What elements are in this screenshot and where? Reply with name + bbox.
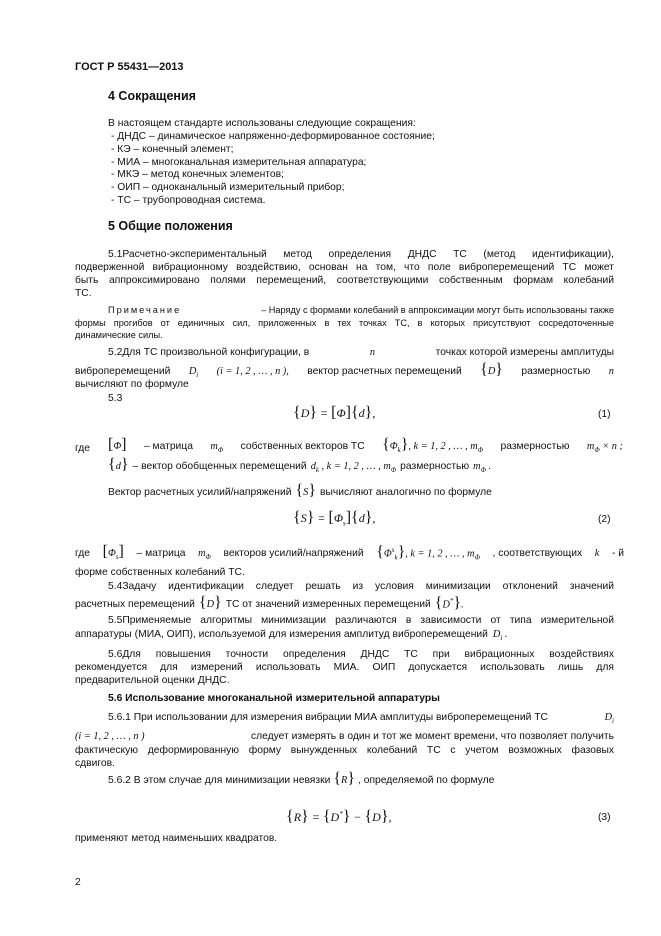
math-vec-D: {D}: [198, 594, 222, 612]
note-line: формы прогибов от единичных сил, приложенных в тех точках ТС, в которых присутствуют сосредоточенные: [75, 318, 614, 328]
document-header: ГОСТ Р 55431—2013: [75, 61, 184, 73]
abbrev-item: - МКЭ – метод конечных элементов;: [111, 169, 284, 180]
where-text: – матрица: [143, 441, 193, 452]
math-Di: $D_i$: [604, 712, 614, 726]
k-symbol: k: [594, 548, 600, 560]
para-5-6-1-line: [108, 711, 614, 728]
vector-text: вычисляют аналогично по формуле: [320, 487, 492, 498]
equation-1: {D} = [Φ]{d},: [293, 404, 376, 421]
abbrev-item: - ТС – трубопроводная система.: [111, 195, 266, 206]
para-5-2-text: вектор расчетных перемещений: [307, 366, 462, 377]
math-vec-D: {D}: [480, 361, 503, 378]
para-5-2-text: размерностью: [521, 366, 591, 377]
math-Di: $D_i$: [188, 366, 199, 380]
para-5-6-line: рекомендуется для измерений использовать МИА. ОИП допускается использовать лишь для: [75, 662, 614, 673]
para-5-4-line: [75, 595, 464, 611]
section-5-title: 5 Общие положения: [108, 219, 233, 233]
n-symbol: n: [369, 347, 375, 358]
math-Phi-sk: $\{\Phi^s_k\}$, k = 1, 2 , … , $m_\Phi$: [376, 543, 480, 562]
para-5-6-1-line: фактическую деформированную форму вынужденных колебаний ТС с учетом возможных фазовых: [75, 745, 614, 756]
where-label: где: [75, 443, 91, 454]
where-text: векторов усилий/напряжений: [223, 548, 364, 560]
math-Di: $D_i$ .: [492, 629, 508, 643]
para-5-1-line: 5.1Расчетно-экспериментальный метод определения ДНДС ТС (метод идентификации),: [108, 249, 614, 260]
math-dk: $d_k$ , k = 1, 2 , … , $m_\Phi$: [310, 461, 397, 475]
para-5-6-line: 5.6Для повышения точности определения ДНДС ТС при вибрационных воздействиях: [108, 649, 614, 660]
para-5-5-line: 5.5Применяемые алгоритмы минимизации различаются в зависимости от типа измерительной: [108, 615, 614, 626]
math-index-range: (i = 1, 2 , … , n ),: [216, 366, 289, 377]
math-Phi-k: $\{\Phi_k\}$, k = 1, 2 , … , $m_\Phi$: [382, 436, 484, 455]
closing-text: применяют метод наименьших квадратов.: [75, 833, 278, 844]
note-line-1: [108, 304, 614, 316]
page-number: 2: [75, 877, 81, 888]
math-mPhi: $m_\Phi$: [198, 548, 211, 562]
abbrev-item: - ОИП – одноканальный измерительный прибор;: [111, 182, 345, 193]
para-5-4-text: ТС от значений измеренных перемещений: [225, 599, 431, 611]
para-5-1-line: ТС.: [75, 288, 92, 299]
vector-forces-line: [108, 484, 492, 499]
where-line-1: [108, 438, 623, 457]
math-vec-d: {d}: [108, 456, 129, 473]
equation-1-number: (1): [598, 409, 611, 420]
n-symbol: n: [608, 366, 614, 377]
where-text: форме собственных колебаний ТС.: [75, 567, 245, 578]
para-5-5-text: аппаратуры (МИА, ОИП), используемой для измерения амплитуд виброперемещений: [75, 629, 488, 640]
para-5-4-line: 5.4Задачу идентификации следует решать из условия минимизации отклонений значений: [108, 581, 614, 592]
para-5-2-text: 5.2Для ТС произвольной конфигурации, в: [108, 347, 310, 358]
math-vec-R: {R}: [333, 770, 356, 787]
equation-3: {R} = {D*} − {D},: [286, 808, 392, 825]
where-text: – вектор обобщенных перемещений: [132, 461, 307, 472]
math-Phi-s: $[\Phi_s]$: [102, 543, 124, 562]
para-5-6-2-line: [108, 772, 494, 787]
para-5-6-line: предварительной оценки ДНДС.: [75, 675, 230, 686]
math-vec-S: {S}: [295, 482, 316, 499]
where-text: – матрица: [136, 548, 186, 560]
para-5-6-2-text: , определяемой по формуле: [358, 775, 495, 786]
section-4-title: 4 Сокращения: [108, 89, 196, 103]
para-5-4-text: расчетных перемещений: [75, 599, 195, 611]
math-index-range: (i = 1, 2 , … , n ): [75, 731, 145, 742]
math-Phi-matrix: [Φ]: [108, 436, 127, 453]
math-dim: $m_\Phi \times n$ ;: [586, 441, 623, 455]
para-5-3-number: 5.3: [108, 393, 123, 404]
where-text: размерностью: [500, 441, 570, 452]
para-5-2-text: виброперемещений: [75, 366, 171, 377]
vector-text: Вектор расчетных усилий/напряжений: [108, 487, 292, 498]
equation-2-number: (2): [598, 514, 611, 525]
abbrev-intro: В настоящем стандарте использованы следующие сокращения:: [108, 118, 416, 129]
para-5-2-line: [108, 346, 614, 359]
note-line: динамические силы.: [75, 330, 163, 340]
where-text: размерностью: [400, 461, 470, 472]
para-5-6-1-line: сдвигов.: [75, 758, 115, 769]
math-vec-Dstar: {D*}.: [434, 594, 464, 612]
where-label: где: [75, 548, 91, 560]
para-5-2-text: вычисляют по формуле: [75, 379, 189, 390]
para-5-1-line: быть аппроксимировано полями перемещений, соответствующими собственным формам колебаний: [75, 275, 614, 286]
where-line-2: [108, 458, 491, 477]
para-5-2-text: точках которой измерены амплитуды: [435, 347, 614, 358]
para-5-6-2-text: 5.6.2 В этом случае для минимизации невязки: [108, 775, 331, 786]
where-text: собственных векторов ТС: [240, 441, 365, 452]
para-5-5-line: [75, 628, 507, 645]
subsection-5-6-title: 5.6 Использование многоканальной измерительной аппаратуры: [108, 693, 440, 704]
para-5-6-1-text: 5.6.1 При использовании для измерения вибрации МИА амплитуды виброперемещений ТС: [108, 712, 548, 723]
para-5-6-1-line: [75, 730, 614, 743]
abbrev-item: - КЭ – конечный элемент;: [111, 144, 234, 155]
equation-3-number: (3): [598, 812, 611, 823]
math-mPhi: $m_\Phi$ .: [473, 461, 492, 475]
para-5-1-line: подверженной вибрационному воздействию, основан на том, что поле виброперемещений ТС может: [75, 262, 614, 273]
where-line-3: [75, 544, 624, 564]
abbrev-item: - МИА – многоканальная измерительная аппаратура;: [111, 157, 367, 168]
note-text: – Наряду с формами колебаний в аппроксимации могут быть использованы также: [261, 305, 614, 315]
where-text: - й: [611, 548, 624, 560]
where-text: , соответствующих: [492, 548, 583, 560]
abbrev-item: - ДНДС – динамическое напряженно-деформированное состояние;: [111, 131, 435, 142]
math-mPhi: $m_\Phi$: [210, 441, 224, 455]
equation-2: $\{S\} = [\Phi_s]\{d\}$,: [293, 509, 376, 528]
para-5-6-1-text: следует измерять в один и тот же момент времени, что позволяет получить: [250, 731, 614, 742]
note-label: Примечание: [108, 305, 182, 315]
